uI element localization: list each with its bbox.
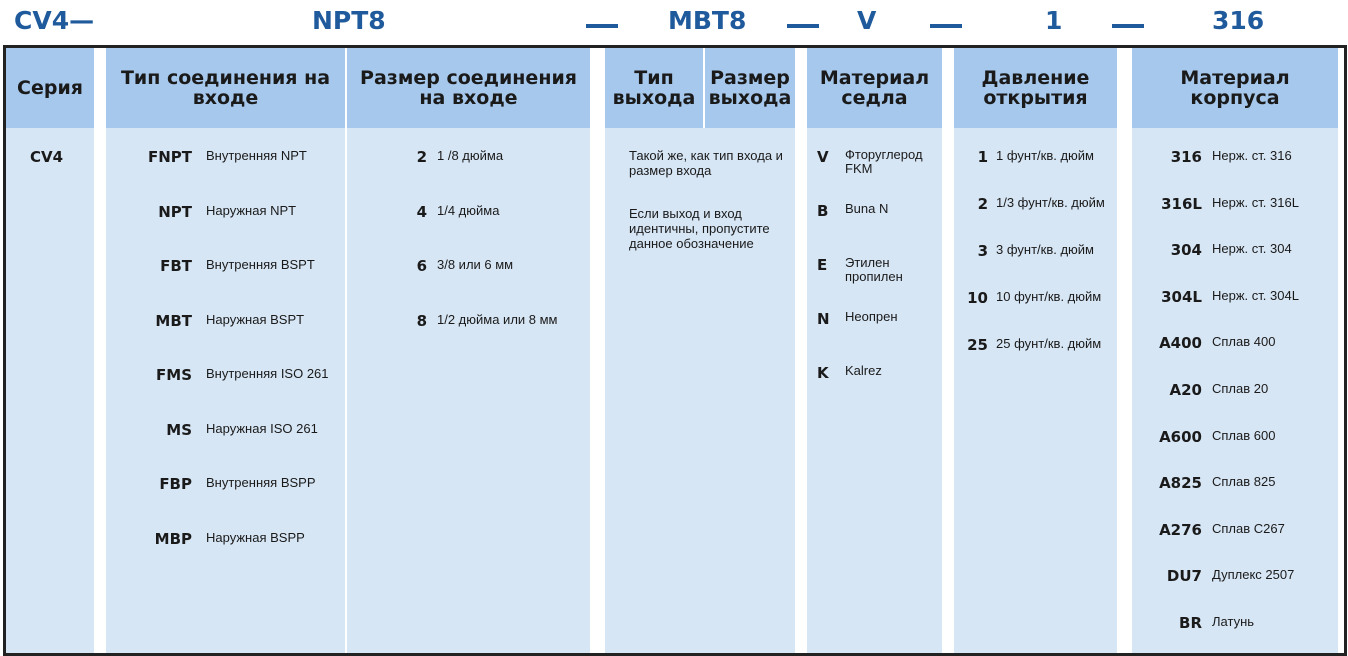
header-pressure: Давление открытия [954, 48, 1117, 128]
inlet-type-label: Внутренняя ISO 261 [206, 366, 329, 381]
pressure-code: 2 [977, 195, 988, 213]
body-material-row [1136, 567, 1294, 585]
inlet-type-label: Внутренняя BSPT [206, 257, 315, 272]
pressure-row [958, 336, 1101, 354]
inlet-size-label: 1/2 дюйма или 8 мм [437, 311, 558, 327]
outlet-note-omit: Если выход и вход идентичны, пропустите данное обозначение [629, 206, 770, 251]
seat-row [817, 202, 935, 220]
pressure-code: 1 [977, 148, 988, 166]
body-material-code: A20 [1169, 381, 1202, 399]
inlet-size-row [387, 257, 513, 275]
column-inlet-type [106, 48, 345, 653]
inlet-type-row [116, 257, 315, 275]
pressure-label: 1/3 фунт/кв. дюйм [996, 195, 1105, 210]
inlet-size-label: 1 /8 дюйма [437, 148, 504, 163]
code-dash [787, 24, 819, 28]
inlet-type-row [116, 421, 318, 439]
pressure-row [958, 195, 1105, 213]
seat-row [817, 364, 935, 382]
pressure-row [958, 289, 1101, 307]
pressure-label: 25 фунт/кв. дюйм [996, 336, 1102, 351]
inlet-type-code: FMS [156, 366, 192, 384]
seat-code: V [817, 148, 829, 166]
code-dash [586, 24, 618, 28]
code-seat: V [857, 6, 877, 35]
body-material-code: A600 [1159, 427, 1202, 446]
body-material-code: A400 [1159, 334, 1202, 353]
body-material-code: A276 [1159, 520, 1202, 539]
body-material-label: Нерж. ст. 316L [1212, 194, 1299, 210]
inlet-type-code: FNPT [147, 148, 192, 166]
inlet-size-code: 8 [416, 311, 427, 330]
pressure-label: 1 фунт/кв. дюйм [996, 148, 1094, 163]
column-outlet [605, 48, 795, 653]
inlet-type-row [116, 475, 316, 493]
column-series [6, 48, 94, 653]
code-pressure: 1 [1045, 6, 1063, 35]
body-material-row [1136, 474, 1275, 492]
body-material-label: Нерж. ст. 304 [1212, 241, 1292, 257]
seat-code: N [817, 310, 830, 328]
header-inlet-size: Размер соединения на входе [347, 48, 590, 128]
body-material-label: Сплав 400 [1212, 334, 1276, 350]
body-material-code: BR [1179, 614, 1202, 632]
pressure-row [958, 242, 1094, 260]
body-material-label: Дуплекс 2507 [1212, 567, 1295, 583]
seat-label: Buna N [845, 201, 889, 216]
code-dash [1112, 24, 1144, 28]
body-material-row [1136, 195, 1299, 213]
code-body: 316 [1212, 6, 1265, 35]
pressure-row [958, 148, 1094, 166]
body-material-row [1136, 381, 1268, 399]
inlet-size-label: 1/4 дюйма [437, 202, 500, 218]
header-inlet-type: Тип соединения на входе [106, 48, 345, 128]
body-material-row [1136, 148, 1292, 166]
seat-label: Этилен пропилен [845, 255, 903, 284]
inlet-size-row [387, 312, 558, 330]
body-material-code: 304 [1170, 241, 1202, 260]
inlet-type-code: FBP [159, 475, 192, 493]
inlet-size-code: 4 [416, 202, 427, 221]
header-body: Материал корпуса [1132, 48, 1338, 128]
inlet-size-row [387, 148, 503, 166]
body-material-row [1136, 241, 1292, 259]
code-inlet: NPT8 [312, 6, 386, 35]
body-material-code: 304L [1161, 287, 1202, 306]
column-seat [807, 48, 942, 653]
inlet-size-label: 3/8 или 6 мм [437, 257, 514, 272]
body-material-label: Сплав 20 [1212, 381, 1269, 396]
seat-label: Фторуглерод FKM [845, 147, 923, 176]
body-material-label: Латунь [1212, 614, 1255, 629]
body-material-row [1136, 288, 1299, 306]
body-material-label: Нерж. ст. 316 [1212, 148, 1292, 163]
inlet-size-row [387, 203, 499, 221]
inlet-type-row [116, 203, 296, 221]
pressure-code: 25 [967, 336, 988, 354]
inlet-type-row [116, 530, 305, 548]
body-material-label: Сплав C267 [1212, 520, 1285, 536]
inlet-type-code: NPT [158, 202, 192, 221]
inlet-type-label: Внутренняя NPT [206, 148, 307, 163]
inlet-type-row [116, 312, 304, 330]
seat-row [817, 256, 935, 284]
pressure-code: 10 [967, 289, 988, 307]
seat-code: K [817, 364, 829, 382]
seat-row [817, 310, 935, 328]
seat-row [817, 148, 935, 176]
seat-label: Kalrez [845, 363, 882, 378]
inlet-type-code: MS [166, 420, 192, 439]
body-material-row [1136, 521, 1285, 539]
outlet-note-same: Такой же, как тип входа и размер входа [629, 148, 783, 178]
series-value: CV4 [30, 148, 64, 166]
body-material-code: DU7 [1166, 567, 1202, 586]
inlet-size-code: 6 [416, 257, 427, 275]
seat-code: E [817, 256, 828, 274]
seat-code: B [817, 202, 829, 220]
inlet-type-label: Наружная BSPP [206, 529, 305, 545]
seat-label: Неопрен [845, 309, 898, 324]
body-material-label: Сплав 825 [1212, 474, 1276, 490]
header-seat: Материал седла [807, 48, 942, 128]
header-series: Серия [6, 48, 94, 128]
pressure-label: 10 фунт/кв. дюйм [996, 289, 1102, 304]
code-dash [930, 24, 962, 28]
body-material-code: 316L [1161, 194, 1202, 213]
pressure-code: 3 [977, 242, 988, 260]
inlet-type-label: Наружная BSPT [206, 311, 305, 327]
body-material-label: Сплав 600 [1212, 427, 1276, 443]
header-outlet-type: Тип выхода [605, 48, 703, 128]
body-material-code: A825 [1159, 474, 1202, 493]
inlet-type-label: Внутренняя BSPP [206, 475, 316, 490]
body-material-row [1136, 334, 1275, 352]
code-series: CV4— [14, 6, 95, 35]
body-material-code: 316 [1170, 148, 1202, 166]
body-material-row [1136, 428, 1275, 446]
column-pressure [954, 48, 1117, 653]
ordering-code-line [0, 0, 1348, 44]
inlet-size-code: 2 [416, 148, 427, 166]
inlet-type-label: Наружная NPT [206, 202, 297, 218]
inlet-type-code: MBT [155, 311, 192, 330]
column-body [1132, 48, 1338, 653]
body-material-label: Нерж. ст. 304L [1212, 287, 1299, 303]
inlet-type-row [116, 148, 307, 166]
inlet-type-row [116, 366, 329, 384]
column-inlet-size [347, 48, 590, 653]
pressure-label: 3 фунт/кв. дюйм [996, 242, 1094, 257]
inlet-type-code: FBT [160, 257, 192, 275]
inlet-type-code: MBP [154, 529, 192, 548]
header-outlet-size: Размер выхода [705, 48, 795, 128]
inlet-type-label: Наружная ISO 261 [206, 420, 318, 436]
code-outlet: MBT8 [668, 6, 747, 35]
body-material-row [1136, 614, 1254, 632]
